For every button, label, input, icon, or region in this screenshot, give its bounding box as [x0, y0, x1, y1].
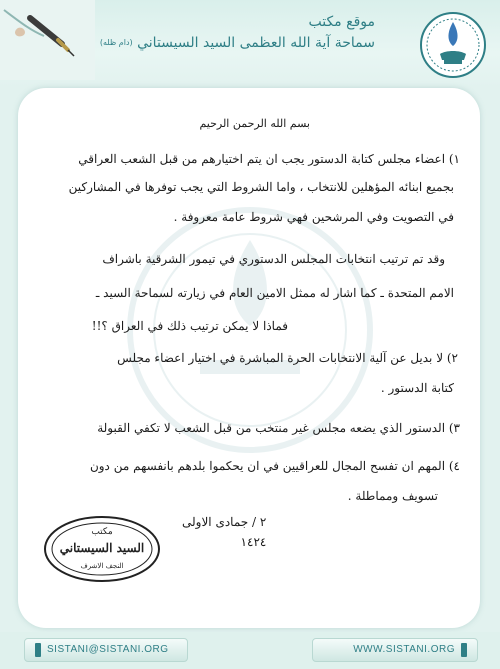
honorific: (دام ظله) [99, 38, 133, 47]
site-header [0, 0, 500, 88]
seal-place-text: النجف الاشرف [80, 562, 124, 570]
letter-line-4: وقد تم ترتيب انتخابات المجلس الدستوري في تيمور الشرقية باشراف [102, 252, 445, 266]
email-marker-icon [35, 643, 41, 657]
letter-line-2: بجميع ابنائه المؤهلين للانتخاب ، واما الشروط التي يجب توفرها في المشاركين [68, 180, 454, 194]
site-title: موقع مكتب [308, 14, 375, 30]
letter-line-8: كتابة الدستور . [380, 381, 454, 395]
website-link[interactable] [312, 638, 478, 662]
office-logo-icon [418, 10, 488, 80]
seal-name-text: السيد السيستاني [59, 541, 145, 555]
website-marker-icon [461, 643, 467, 657]
email-link[interactable] [24, 638, 188, 662]
email-text: SISTANI@SISTANI.ORG [47, 644, 169, 655]
letter-line-7: ٢) لا بديل عن آلية الانتخابات الحرة المباشرة في اختيار اعضاء مجلس [117, 351, 458, 365]
letter-line-11: تسويف ومماطلة . [347, 489, 438, 503]
site-footer [0, 632, 500, 669]
letter-date [182, 512, 266, 552]
site-subtitle [45, 33, 375, 53]
letter-date-year: ١٤٢٤ [240, 535, 267, 549]
letter-date-day: ٢ / جمادى الاولى [182, 515, 267, 529]
office-seal-stamp [42, 514, 162, 584]
basmala: بسم الله الرحمن الرحيم [199, 117, 310, 130]
seal-top-text: مكتب [91, 527, 113, 537]
letter-line-5: الامم المتحدة ـ كما اشار له ممثل الامين العام في زيارته لسماحة السيد ـ [95, 286, 454, 300]
letter-line-3: في التصويت وفي المرشحين فهي شروط عامة معروفة . [173, 210, 454, 224]
site-subtitle-text: سماحة آية الله العظمى السيد السيستاني [137, 35, 375, 51]
letter-line-9: ٣) الدستور الذي يضعه مجلس غير منتخب من قبل الشعب لا تكفي القبولة [97, 421, 460, 435]
letter-line-6: فماذا لا يمكن ترتيب ذلك في العراق ؟!! [91, 319, 288, 333]
website-text: WWW.SISTANI.ORG [353, 644, 455, 655]
letter-line-1: ١) اعضاء مجلس كتابة الدستور يجب ان يتم اختيارهم من قبل الشعب العراقي [78, 152, 460, 166]
letter-line-10: ٤) المهم ان تفسح المجال للعراقيين في ان يحكموا بلدهم بانفسهم من دون [89, 459, 460, 473]
